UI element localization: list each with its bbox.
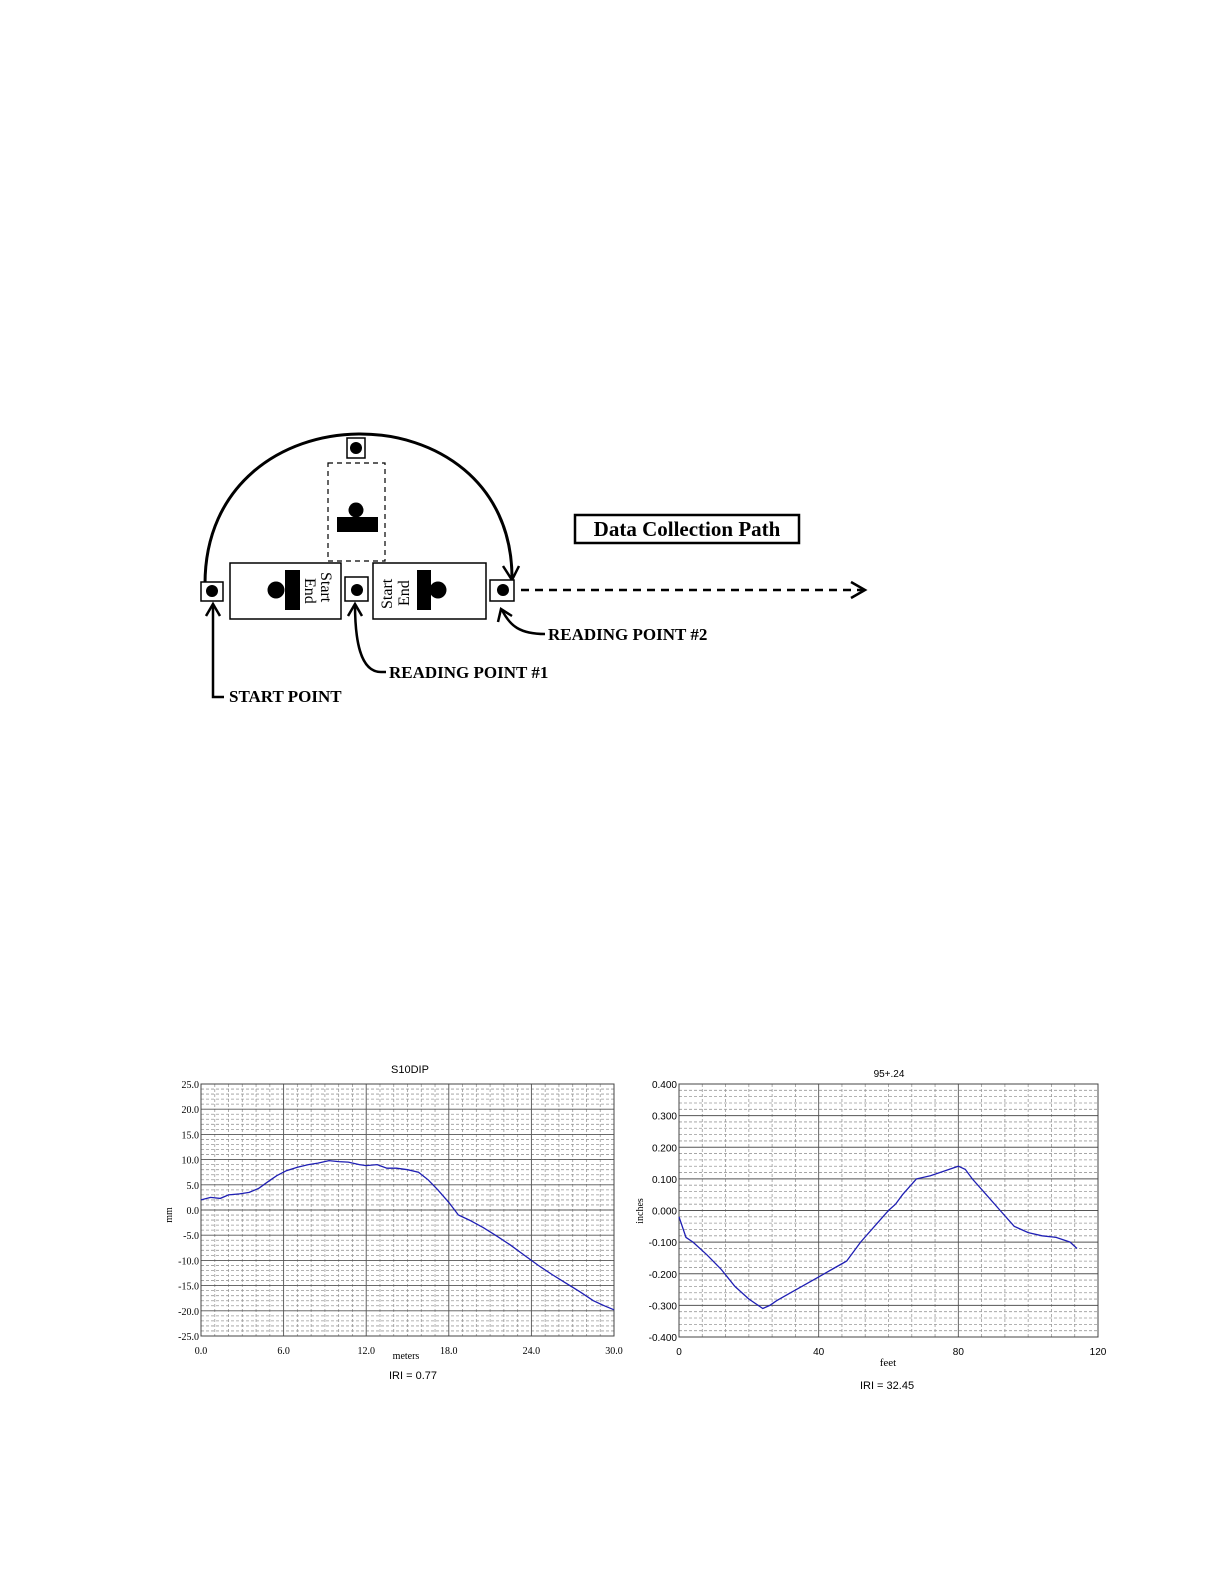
y-tick-label: -20.0 [178, 1306, 199, 1318]
y-tick-label: -0.200 [648, 1269, 677, 1281]
y-tick-label: -15.0 [178, 1281, 199, 1293]
top-position-dot [350, 442, 362, 454]
x-tick-label: 120 [1089, 1347, 1107, 1358]
left-device-end-label: End [301, 578, 318, 604]
reading-point-2-label: READING POINT #2 [548, 625, 708, 644]
x-tick-label: 24.0 [522, 1346, 541, 1357]
y-tick-label: -0.100 [648, 1238, 677, 1250]
y-tick-label: 0.200 [651, 1143, 677, 1155]
series-line [679, 1166, 1077, 1308]
x-axis-label: meters [392, 1351, 420, 1362]
left-device-handle [285, 570, 300, 610]
y-tick-label: 0.100 [651, 1174, 677, 1186]
right-device-end-label: End [396, 580, 413, 606]
x-tick-label: 80 [952, 1347, 964, 1358]
y-tick-label: 0.000 [651, 1206, 677, 1218]
y-tick-label: 0.0 [186, 1206, 199, 1217]
y-tick-label: -0.300 [648, 1301, 677, 1313]
y-tick-label: 20.0 [181, 1105, 199, 1117]
chart-s10dip [164, 1064, 623, 1382]
y-tick-label: 0.300 [651, 1111, 677, 1123]
start-point-label: START POINT [229, 687, 342, 706]
y-axis-label: mm [164, 1207, 175, 1223]
y-tick-label: 0.400 [651, 1080, 677, 1091]
reading-point-2-dot [497, 584, 509, 596]
chart-title: 95+.24 [873, 1069, 905, 1080]
reading-point-1-label: READING POINT #1 [389, 663, 549, 682]
right-device-handle [417, 570, 431, 610]
right-device-start-label: Start [379, 578, 396, 609]
iri-footer: IRI = 0.77 [388, 1370, 438, 1382]
y-tick-label: 5.0 [186, 1180, 199, 1192]
x-tick-label: 6.0 [277, 1346, 290, 1357]
y-tick-label: 10.0 [181, 1155, 199, 1167]
y-tick-label: -0.400 [648, 1333, 677, 1344]
dashed-device-wheel [349, 503, 364, 518]
x-tick-label: 0.0 [194, 1346, 208, 1357]
x-tick-label: 40 [813, 1347, 825, 1358]
left-device-wheel [268, 582, 285, 599]
y-axis-label: inches [635, 1198, 646, 1224]
start-point-dot [206, 585, 218, 597]
y-tick-label: 15.0 [181, 1130, 199, 1142]
x-tick-label: 12.0 [357, 1346, 375, 1357]
iri-footer: IRI = 32.45 [859, 1380, 915, 1392]
y-tick-label: 25.0 [181, 1080, 199, 1091]
x-tick-label: 30.0 [605, 1346, 623, 1357]
chart-95-24 [635, 1069, 1107, 1392]
reading-point-1-dot [351, 584, 363, 596]
y-tick-label: -10.0 [178, 1256, 199, 1268]
chart-title: S10DIP [391, 1064, 429, 1076]
data-collection-path-diagram [201, 434, 865, 706]
right-device-wheel [430, 582, 447, 599]
y-tick-label: -25.0 [178, 1332, 199, 1343]
start-point-leader [213, 604, 224, 697]
left-device-start-label: Start [317, 572, 334, 603]
diagram-title: Data Collection Path [593, 517, 781, 541]
x-tick-label: 0 [676, 1347, 682, 1358]
x-axis-label: feet [879, 1357, 897, 1369]
x-tick-label: 18.0 [440, 1346, 458, 1357]
y-tick-label: -5.0 [183, 1231, 199, 1243]
dashed-device-handle [337, 517, 378, 532]
